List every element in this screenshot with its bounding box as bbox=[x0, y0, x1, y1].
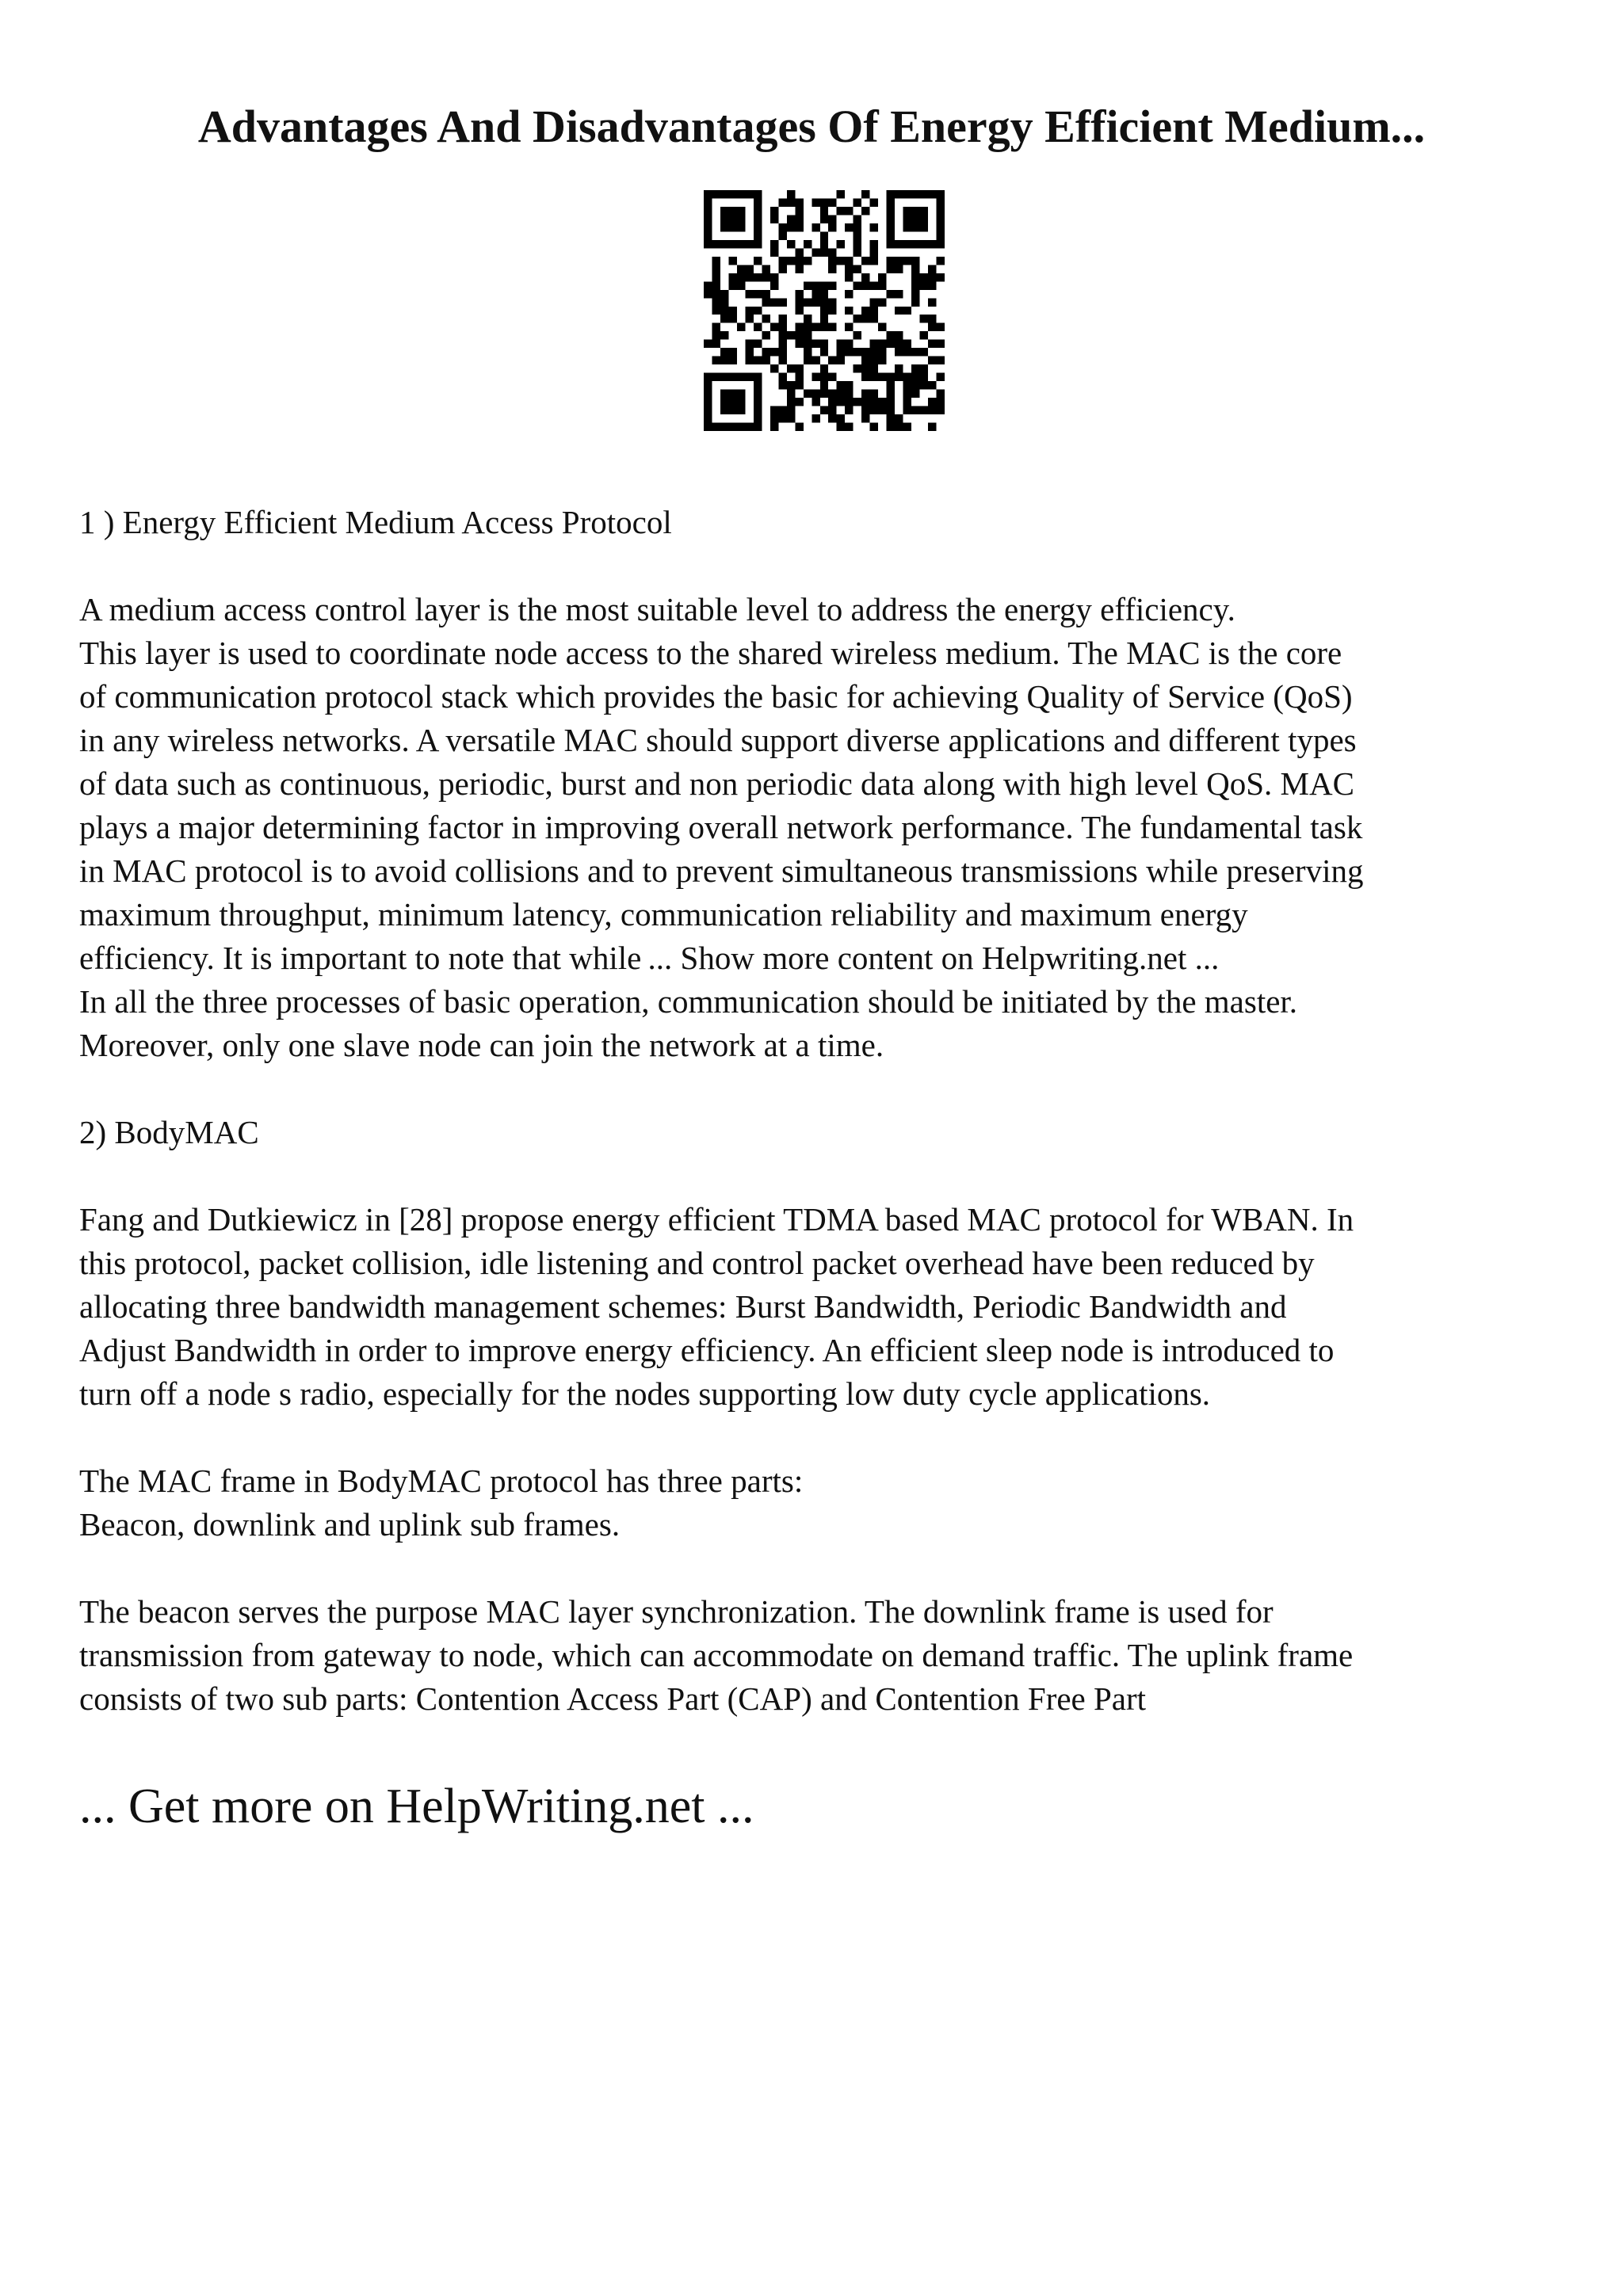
qr-code-icon bbox=[704, 190, 945, 431]
text-line: transmission from gateway to node, which can accommodate on demand traffic. The uplink frame bbox=[79, 1637, 1354, 1673]
paragraph bbox=[79, 1590, 1553, 1721]
text-line: efficiency. It is important to note that while ... Show more content on Helpwriting.net ... bbox=[79, 940, 1220, 976]
document-title: Advantages And Disadvantages Of Energy Efficient Medium... bbox=[197, 101, 1426, 152]
get-more-link[interactable]: ... Get more on HelpWriting.net ... bbox=[79, 1779, 754, 1833]
text-line: Moreover, only one slave node can join the network at a time. bbox=[79, 1027, 884, 1063]
text-line: allocating three bandwidth management schemes: Burst Bandwidth, Periodic Bandwidth and bbox=[79, 1288, 1287, 1325]
text-line: plays a major determining factor in improving overall network performance. The fundamental task bbox=[79, 809, 1363, 845]
text-line: consists of two sub parts: Contention Access Part (CAP) and Contention Free Part bbox=[79, 1680, 1147, 1717]
text-line: in MAC protocol is to avoid collisions and to prevent simultaneous transmissions while preserving bbox=[79, 852, 1364, 889]
section-heading: 2) BodyMAC bbox=[79, 1114, 259, 1150]
paragraph bbox=[79, 1459, 1553, 1547]
text-line: maximum throughput, minimum latency, communication reliability and maximum energy bbox=[79, 896, 1248, 933]
paragraph bbox=[79, 588, 1553, 1067]
text-line: This layer is used to coordinate node access to the shared wireless medium. The MAC is the core bbox=[79, 635, 1342, 671]
text-line: of communication protocol stack which provides the basic for achieving Quality of Service (QoS) bbox=[79, 678, 1353, 715]
text-line: A medium access control layer is the most suitable level to address the energy efficiency. bbox=[79, 591, 1235, 627]
text-line: Fang and Dutkiewicz in [28] propose energy efficient TDMA based MAC protocol for WBAN. In bbox=[79, 1201, 1354, 1238]
text-line: in any wireless networks. A versatile MAC should support diverse applications and different types bbox=[79, 722, 1357, 758]
text-line: of data such as continuous, periodic, burst and non periodic data along with high level QoS. MAC bbox=[79, 765, 1354, 802]
text-line: In all the three processes of basic operation, communication should be initiated by the master. bbox=[79, 983, 1298, 1020]
text-line: The MAC frame in BodyMAC protocol has three parts: bbox=[79, 1463, 804, 1499]
paragraph bbox=[79, 1198, 1553, 1416]
document-body bbox=[79, 501, 1553, 1836]
text-line: Adjust Bandwidth in order to improve energy efficiency. An efficient sleep node is introduced to bbox=[79, 1332, 1335, 1368]
section-heading: 1 ) Energy Efficient Medium Access Protocol bbox=[79, 504, 672, 540]
text-line: Beacon, downlink and uplink sub frames. bbox=[79, 1506, 621, 1543]
text-line: turn off a node s radio, especially for the nodes supporting low duty cycle applications. bbox=[79, 1375, 1211, 1412]
text-line: The beacon serves the purpose MAC layer synchronization. The downlink frame is used for bbox=[79, 1593, 1274, 1630]
text-line: this protocol, packet collision, idle listening and control packet overhead have been reduced by bbox=[79, 1245, 1315, 1281]
